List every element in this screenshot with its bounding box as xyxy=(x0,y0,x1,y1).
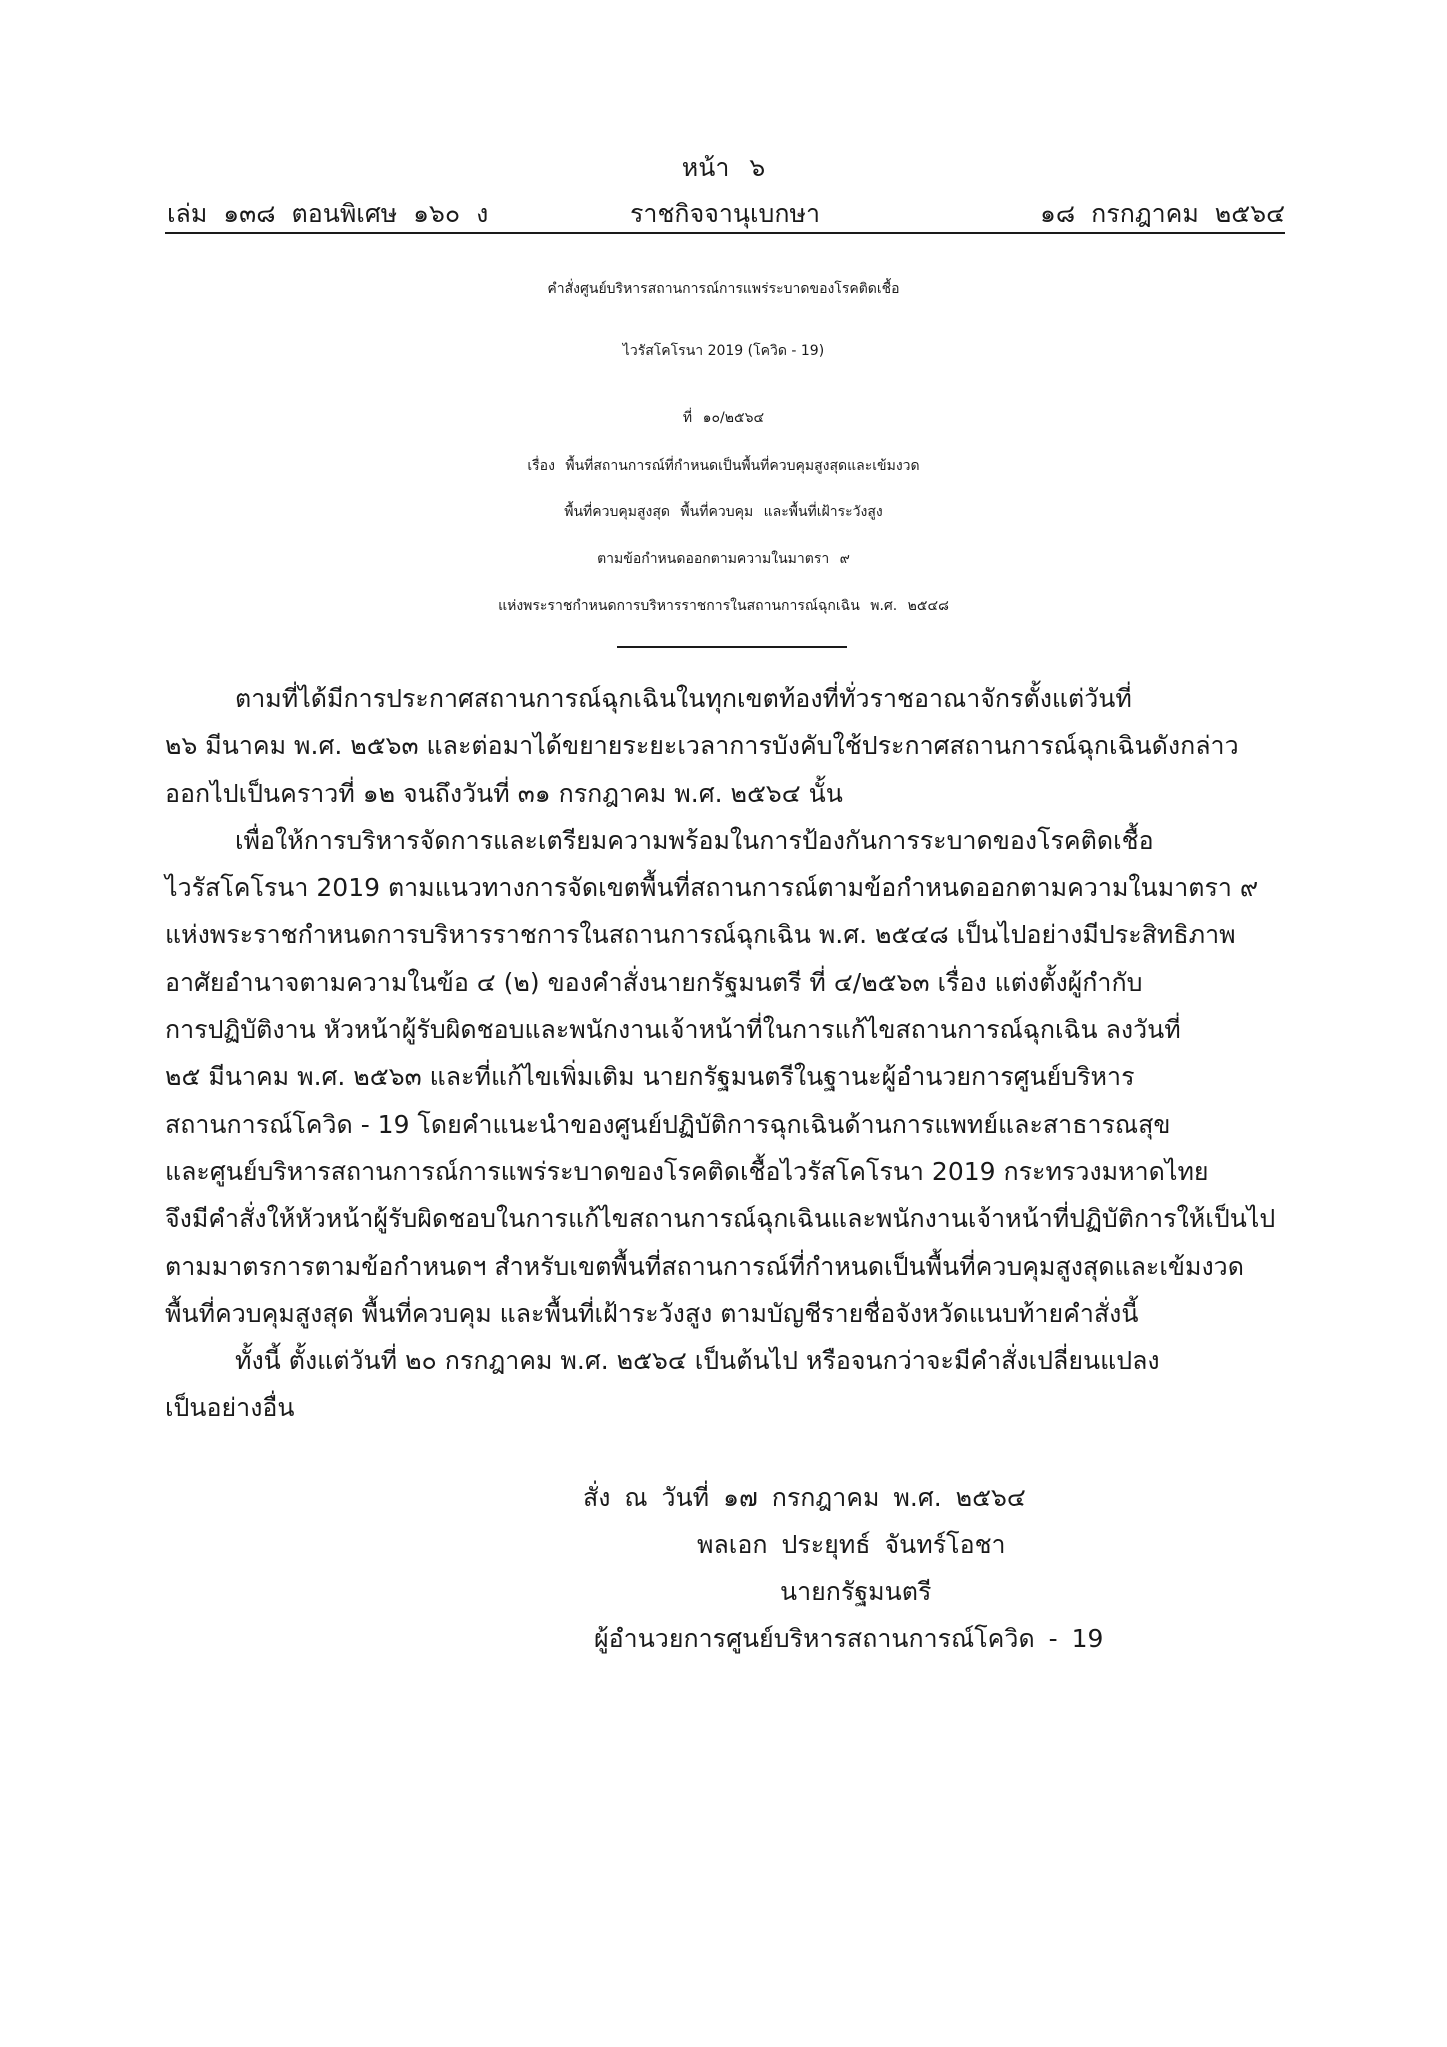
issue-header xyxy=(165,192,1285,234)
body-line: เพื่อให้การบริหารจัดการและเตรียมความพร้อมในการป้องกันการระบาดของโรคติดเชื้อ xyxy=(235,825,1154,855)
title-divider xyxy=(617,646,847,648)
body-line: จึงมีคำสั่งให้หัวหน้าผู้รับผิดชอบในการแก้ไขสถานการณ์ฉุกเฉินและพนักงานเจ้าหน้าที่ปฏิบัติการให้เป็นไป xyxy=(165,1204,1276,1234)
body-line: แห่งพระราชกำหนดการบริหารราชการในสถานการณ์ฉุกเฉิน พ.ศ. ๒๕๔๘ เป็นไปอย่างมีประสิทธิภาพ xyxy=(165,920,1236,950)
page-number: หน้า ๖ xyxy=(681,153,766,182)
subject-line-1: เรื่อง พื้นที่สถานการณ์ที่กำหนดเป็นพื้นที่ควบคุมสูงสุดและเข้มงวด xyxy=(527,458,920,474)
body-line: ตามที่ได้มีการประกาศสถานการณ์ฉุกเฉินในทุกเขตท้องที่ทั่วราชอาณาจักรตั้งแต่วันที่ xyxy=(235,684,1132,713)
signatory-position: นายกรัฐมนตรี xyxy=(780,1577,932,1606)
order-number: ที่ ๑๐/๒๕๖๔ xyxy=(682,410,765,426)
body-line: เป็นอย่างอื่น xyxy=(165,1393,295,1423)
body-line: พื้นที่ควบคุมสูงสุด พื้นที่ควบคุม และพื้นที่เฝ้าระวังสูง ตามบัญชีรายชื่อจังหวัดแนบท้ายคำสั่งนี้ xyxy=(165,1298,1139,1328)
issue-date: ๑๘ กรกฎาคม ๒๕๖๔ xyxy=(1040,199,1285,228)
body-line: การปฏิบัติงาน หัวหน้าผู้รับผิดชอบและพนักงานเจ้าหน้าที่ในการแก้ไขสถานการณ์ฉุกเฉิน ลงวันที่ xyxy=(165,1015,1181,1045)
volume-info: เล่ม ๑๓๘ ตอนพิเศษ ๑๖๐ ง xyxy=(167,199,489,228)
body-line: ๒๖ มีนาคม พ.ศ. ๒๕๖๓ และต่อมาได้ขยายระยะเวลาการบังคับใช้ประกาศสถานการณ์ฉุกเฉินดังกล่าว xyxy=(165,731,1239,761)
signature-date: สั่ง ณ วันที่ ๑๗ กรกฎาคม พ.ศ. ๒๕๖๔ xyxy=(583,1483,1026,1512)
body-line: ทั้งนี้ ตั้งแต่วันที่ ๒๐ กรกฎาคม พ.ศ. ๒๕๖๔ เป็นต้นไป หรือจนกว่าจะมีคำสั่งเปลี่ยนแปลง xyxy=(235,1346,1160,1376)
body-line: ออกไปเป็นคราวที่ ๑๒ จนถึงวันที่ ๓๑ กรกฎาคม พ.ศ. ๒๕๖๔ นั้น xyxy=(165,778,843,808)
signatory-name: พลเอก ประยุทธ์ จันทร์โอชา xyxy=(697,1530,1006,1559)
document-body xyxy=(165,675,1285,1432)
body-line: ไวรัสโคโรนา 2019 ตามแนวทางการจัดเขตพื้นที่สถานการณ์ตามข้อกำหนดออกตามความในมาตรา ๙ xyxy=(165,873,1259,903)
body-line: สถานการณ์โควิด - 19 โดยคำแนะนำของศูนย์ปฏิบัติการฉุกเฉินด้านการแพทย์และสาธารณสุข xyxy=(165,1109,1171,1139)
document-title-line-2: ไวรัสโคโรนา 2019 (โควิด - 19) xyxy=(622,343,825,359)
document-title-line-1: คำสั่งศูนย์บริหารสถานการณ์การแพร่ระบาดของโรคติดเชื้อ xyxy=(547,281,900,297)
body-line: ตามมาตรการตามข้อกำหนดฯ สำหรับเขตพื้นที่สถานการณ์ที่กำหนดเป็นพื้นที่ควบคุมสูงสุดและเข้มงวด xyxy=(165,1251,1244,1281)
body-line: อาศัยอำนาจตามความในข้อ ๔ (๒) ของคำสั่งนายกรัฐมนตรี ที่ ๔/๒๕๖๓ เรื่อง แต่งตั้งผู้กำกับ xyxy=(165,967,1143,997)
signatory-role: ผู้อำนวยการศูนย์บริหารสถานการณ์โควิด - 19 xyxy=(594,1624,1104,1653)
gazette-name: ราชกิจจานุเบกษา xyxy=(630,199,821,228)
subject-line-4: แห่งพระราชกำหนดการบริหารราชการในสถานการณ์ฉุกเฉิน พ.ศ. ๒๕๔๘ xyxy=(498,598,949,614)
body-line: และศูนย์บริหารสถานการณ์การแพร่ระบาดของโรคติดเชื้อไวรัสโคโรนา 2019 กระทรวงมหาดไทย xyxy=(165,1156,1209,1186)
subject-line-3: ตามข้อกำหนดออกตามความในมาตรา ๙ xyxy=(597,551,850,567)
subject-line-2: พื้นที่ควบคุมสูงสุด พื้นที่ควบคุม และพื้นที่เฝ้าระวังสูง xyxy=(564,504,883,520)
body-line: ๒๕ มีนาคม พ.ศ. ๒๕๖๓ และที่แก้ไขเพิ่มเติม นายกรัฐมนตรีในฐานะผู้อำนวยการศูนย์บริหาร xyxy=(165,1062,1135,1092)
